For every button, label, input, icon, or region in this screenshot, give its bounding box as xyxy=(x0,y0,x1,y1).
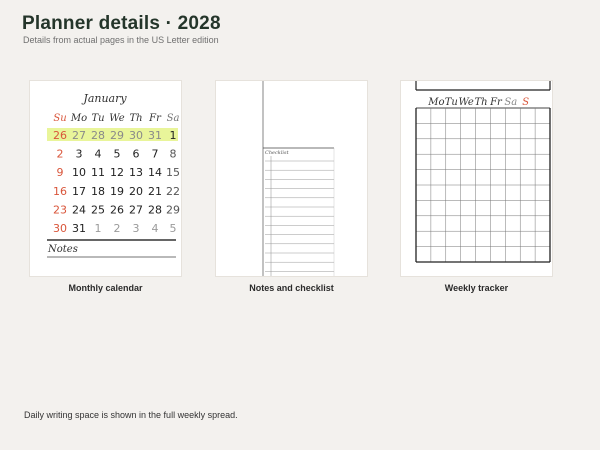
calendar-day: 7 xyxy=(151,147,159,161)
calendar-day: 28 xyxy=(148,203,162,217)
weekday-su: Su xyxy=(53,113,67,124)
notes-label: Notes xyxy=(48,244,78,255)
calendar-day: 26 xyxy=(110,203,124,217)
weekday-sa: Sa xyxy=(166,113,180,124)
calendar-day: 15 xyxy=(166,166,180,180)
tracker-weekday-sa: Sa xyxy=(504,97,518,108)
calendar-day: 27 xyxy=(72,129,86,142)
calendar-day: 5 xyxy=(113,147,121,161)
calendar-day: 21 xyxy=(148,184,162,198)
tracker-weekday-mo: Mo xyxy=(428,97,445,108)
calendar-day: 23 xyxy=(53,203,67,217)
weekly-tracker-page xyxy=(401,81,552,276)
calendar-day: 1 xyxy=(94,222,102,235)
notes-checklist-preview[interactable] xyxy=(216,81,367,276)
monthly-calendar-page xyxy=(30,81,181,276)
calendar-day: 28 xyxy=(91,129,105,142)
tracker-weekday-th: Th xyxy=(474,97,488,108)
calendar-day: 8 xyxy=(169,147,177,161)
tracker-weekday-s: S xyxy=(522,97,530,108)
page-title: Planner details · 2028 xyxy=(22,13,221,34)
calendar-day: 27 xyxy=(129,203,143,217)
calendar-day: 4 xyxy=(94,147,102,161)
calendar-day: 31 xyxy=(72,222,86,235)
weekly-tracker-preview[interactable] xyxy=(401,81,552,276)
calendar-day: 24 xyxy=(72,203,86,217)
calendar-day: 30 xyxy=(53,222,67,235)
calendar-day: 12 xyxy=(110,166,124,180)
notes-checklist-page xyxy=(216,81,367,276)
calendar-day: 30 xyxy=(129,129,143,142)
caption-weekly-tracker: Weekly tracker xyxy=(444,283,509,293)
calendar-day: 19 xyxy=(110,184,124,198)
calendar-day: 5 xyxy=(169,222,177,235)
calendar-day: 14 xyxy=(148,166,162,180)
calendar-day: 25 xyxy=(91,203,105,217)
caption-notes-checklist: Notes and checklist xyxy=(249,283,334,293)
checklist-label: Checklist xyxy=(265,150,289,156)
calendar-day: 17 xyxy=(72,184,86,198)
caption-monthly-calendar: Monthly calendar xyxy=(68,283,143,293)
footer-note: Daily writing space is shown in the full weekly spread. xyxy=(24,410,238,420)
calendar-day: 22 xyxy=(166,184,180,198)
tracker-weekday-tu: Tu xyxy=(444,97,458,108)
calendar-day: 1 xyxy=(169,129,177,142)
calendar-day: 29 xyxy=(166,203,180,217)
calendar-day: 6 xyxy=(132,147,140,161)
calendar-day: 20 xyxy=(129,184,143,198)
calendar-day: 16 xyxy=(53,184,67,198)
calendar-day: 10 xyxy=(72,166,86,180)
calendar-day: 11 xyxy=(91,166,105,180)
calendar-day: 9 xyxy=(56,166,64,180)
weekday-we: We xyxy=(109,113,125,124)
calendar-day: 4 xyxy=(151,222,159,235)
calendar-day: 2 xyxy=(56,147,64,161)
weekday-fr: Fr xyxy=(149,113,161,124)
weekday-mo: Mo xyxy=(70,113,88,124)
calendar-day: 3 xyxy=(132,222,140,235)
calendar-day: 31 xyxy=(148,129,162,142)
monthly-calendar-preview[interactable] xyxy=(30,81,181,276)
calendar-day: 29 xyxy=(110,129,124,142)
tracker-weekday-fr: Fr xyxy=(490,97,502,108)
weekday-tu: Tu xyxy=(91,113,105,124)
page-subtitle: Details from actual pages in the US Letter edition xyxy=(23,35,219,45)
calendar-day: 13 xyxy=(129,166,143,180)
tracker-weekday-we: We xyxy=(458,97,474,108)
calendar-day: 3 xyxy=(75,147,83,161)
weekday-th: Th xyxy=(129,113,143,124)
calendar-day: 2 xyxy=(113,222,121,235)
calendar-day: 26 xyxy=(53,129,67,142)
calendar-day: 18 xyxy=(91,184,105,198)
calendar-month-title: January xyxy=(83,92,127,105)
